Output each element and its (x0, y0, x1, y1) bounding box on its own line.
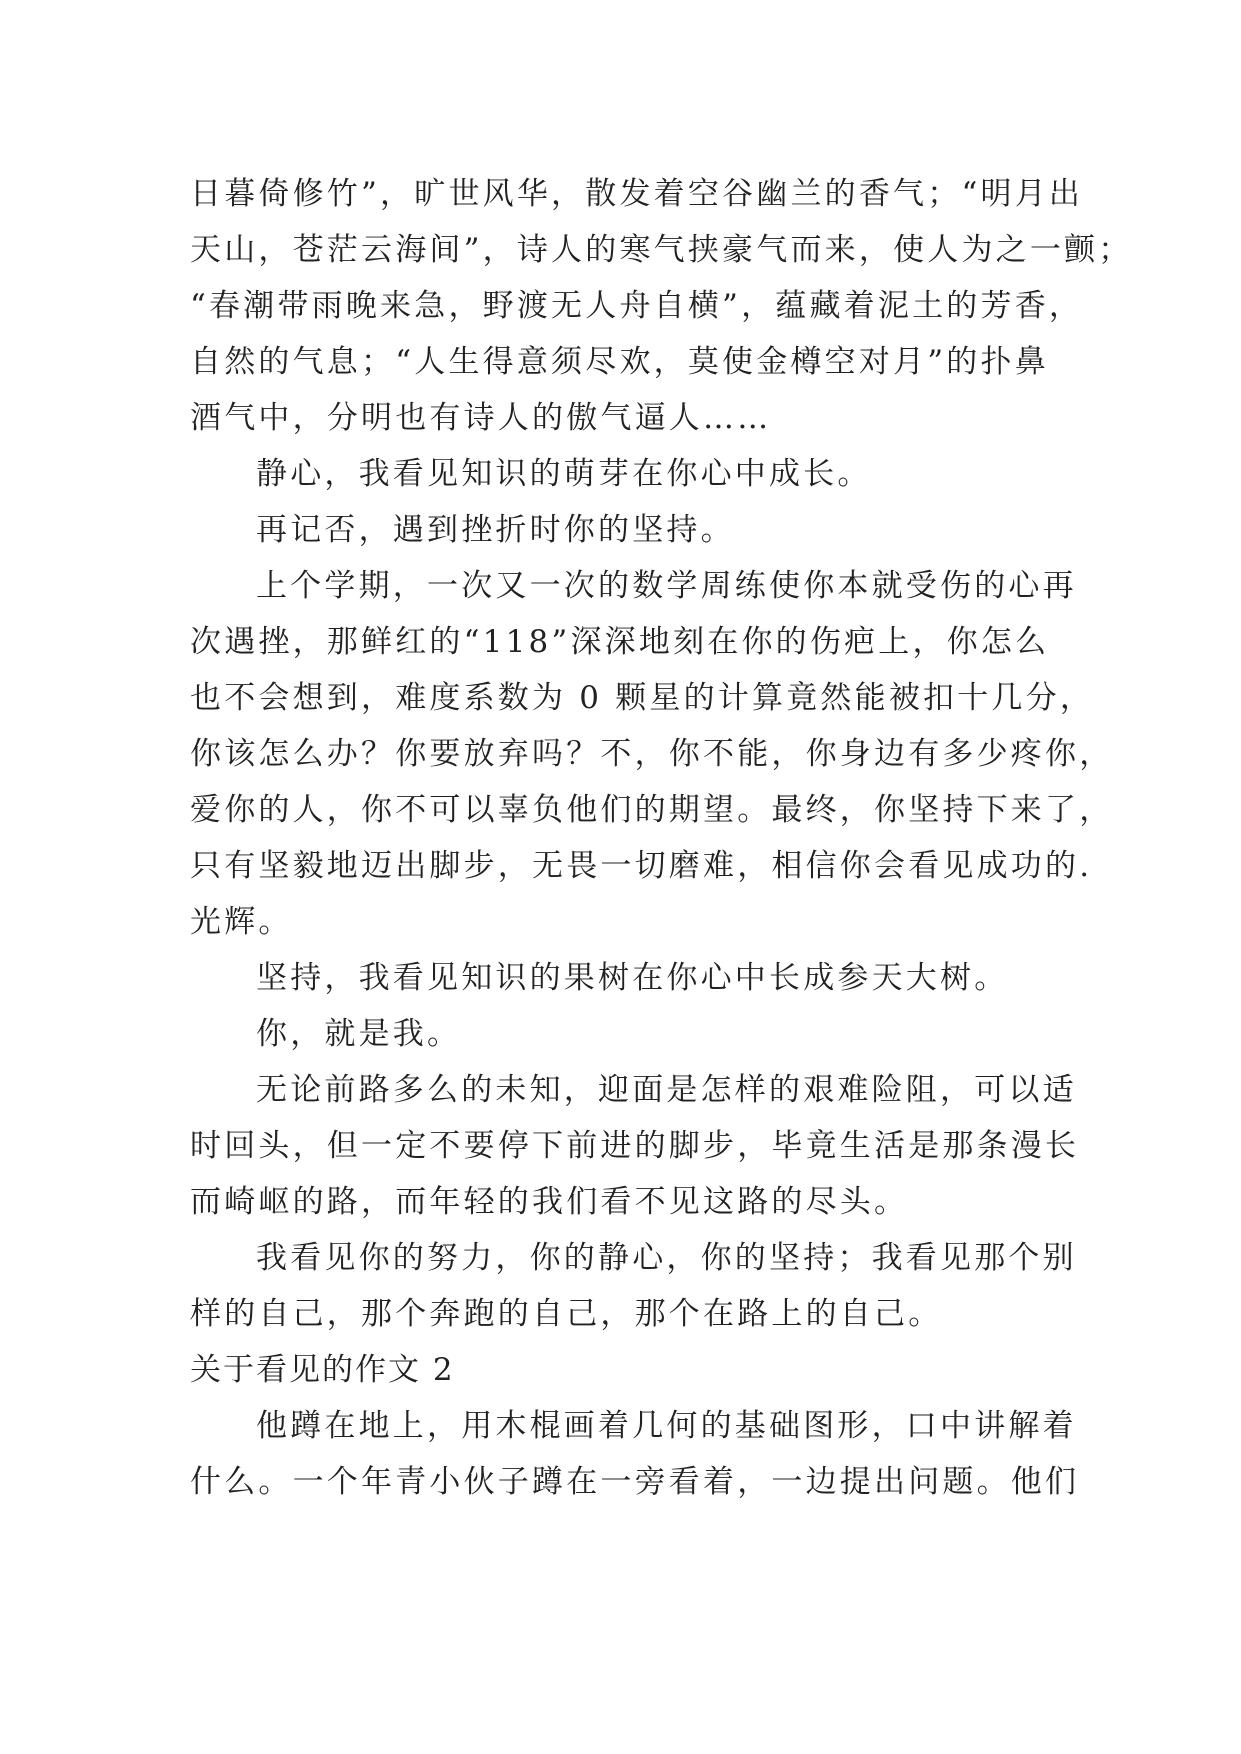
text-line: 你该怎么办？你要放弃吗？不，你不能，你身边有多少疼你， (190, 736, 1114, 772)
paragraph-line: 他蹲在地上，用木棍画着几何的基础图形，口中讲解着 (256, 1408, 1077, 1444)
text-line: 日暮倚修竹”，旷世风华，散发着空谷幽兰的香气；“明月出 (190, 176, 1084, 212)
text-line: 什么。一个年青小伙子蹲在一旁看着，一边提出问题。他们 (190, 1464, 1080, 1500)
paragraph-line: 再记否，遇到挫折时你的坚持。 (256, 512, 735, 548)
paragraph-line: 你，就是我。 (256, 1016, 462, 1052)
text-line: 自然的气息；“人生得意须尽欢，莫使金樽空对月”的扑鼻 (190, 344, 1049, 380)
text-line: 光辉。 (190, 904, 293, 940)
paragraph-line: 静心，我看见知识的萌芽在你心中成长。 (256, 456, 872, 492)
text-line: “春潮带雨晚来急，野渡无人舟自横”，蕴藏着泥土的芳香， (190, 288, 1084, 324)
section-heading: 关于看见的作文 2 (190, 1352, 455, 1388)
text-line: 次遇挫，那鲜红的“118”深深地刻在你的伤疤上，你怎么 (190, 624, 1050, 660)
essay-body (190, 166, 1133, 1510)
text-line: 时回头，但一定不要停下前进的脚步，毕竟生活是那条漫长 (190, 1128, 1080, 1164)
paragraph-line: 无论前路多么的未知，迎面是怎样的艰难险阻，可以适 (256, 1072, 1077, 1108)
text-line: 而崎岖的路，而年轻的我们看不见这路的尽头。 (190, 1184, 909, 1220)
paragraph-line: 我看见你的努力，你的静心，你的坚持；我看见那个别 (256, 1240, 1077, 1276)
paragraph-line: 坚持，我看见知识的果树在你心中长成参天大树。 (256, 960, 1009, 996)
paragraph-line: 上个学期，一次又一次的数学周练使你本就受伤的心再 (256, 568, 1077, 604)
text-line: 爱你的人，你不可以辜负他们的期望。最终，你坚持下来了， (190, 792, 1114, 828)
text-line: 也不会想到，难度系数为 0 颗星的计算竟然能被扣十几分， (190, 680, 1095, 716)
text-line: 样的自己，那个奔跑的自己，那个在路上的自己。 (190, 1296, 943, 1332)
text-line: 天山，苍茫云海间”，诗人的寒气挟豪气而来，使人为之一颤； (190, 232, 1133, 268)
text-line: 只有坚毅地迈出脚步，无畏一切磨难，相信你会看见成功的. (190, 848, 1093, 884)
text-line: 酒气中，分明也有诗人的傲气逼人…… (190, 400, 772, 436)
